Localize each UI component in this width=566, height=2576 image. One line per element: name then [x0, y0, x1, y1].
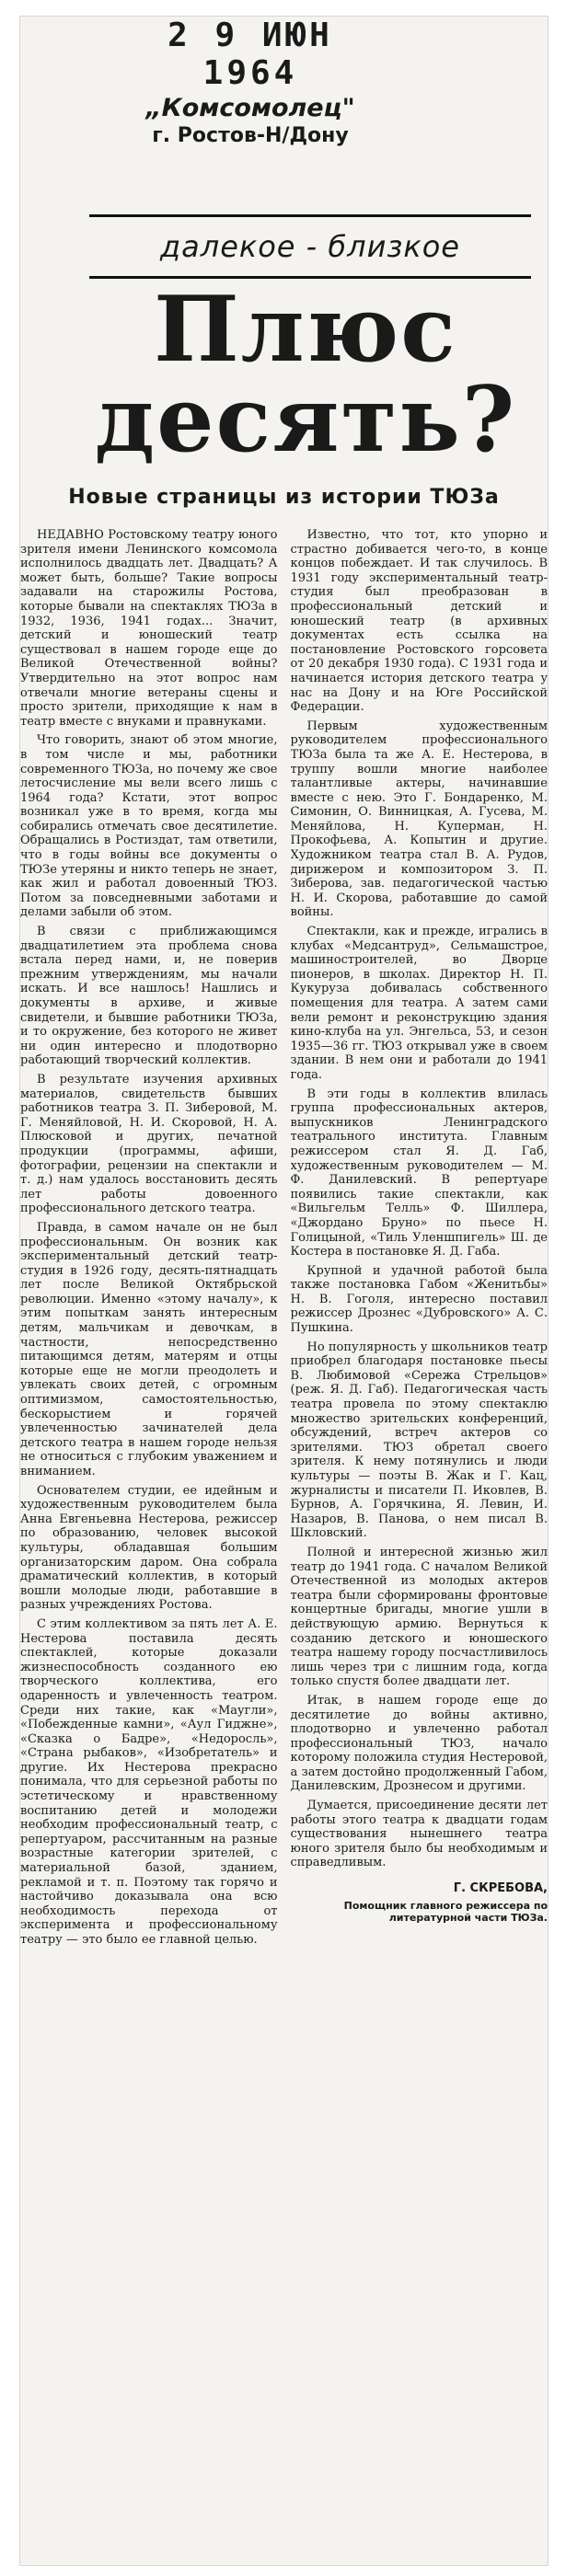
paragraph: Что говорить, знают об этом многие, в том числе и мы, работники современного ТЮЗа, но почему же свое летосчисление мы вели всего лишь с 1964 года? Кстати, этот вопрос возникал уже в то время, когда мы собирались отмечать свое десятилетие. Обращались в Ростиздат, там ответили, что в годы войны все документы о ТЮЗе утеряны и никто теперь не знает, как жил и работал довоенный ТЮЗ. Потом за повседневными заботами и делами забыли об этом.	[20, 733, 278, 920]
headline-line-2: десять?	[94, 367, 517, 473]
headline-line-1: Плюс	[154, 277, 457, 383]
column-left	[20, 528, 278, 2543]
subtitle: Новые страницы из истории ТЮЗа	[68, 486, 500, 509]
paragraph: Основателем студии, ее идейным и художественным руководителем была Анна Евгеньевна Нестерова, режиссер по образованию, человек высокой культуры, обладавшая большим организаторским даром. Она собрала драматический коллектив, в который вошли молодые люди, работавшие в разных учреждениях Ростова.	[20, 1483, 278, 1613]
author-role: Помощник главного режиссера по литературной части ТЮЗа.	[343, 1899, 548, 1924]
paragraph: В связи с приближающимся двадцатилетием эта проблема снова встала перед нами, и, не поверив прежним утверждениям, мы начали искать. И все нашлось! Нашлись и документы в архиве, и живые свидетели, и бывшие работники ТЮЗа, и то окружение, без которого не живет ни один интересно и плодотворно работающий творческий коллектив.	[20, 925, 278, 1068]
paragraph: Правда, в самом начале он не был профессиональным. Он возник как экспериментальный детский театр-студия в 1926 году, десять-пятнадцать лет после Великой Октябрьской революции. Именно «этому началу», к этим попыткам занять интересным детям, мальчикам и девочкам, в частности, непосредственно питающимся детям, матерям и отцы которые еще не могли преодолеть и увлекать своих детей, с огромным оптимизмом, самостоятельностью, бескорыстием и горячей увлеченностью зачинателей дела детского театра в нашем городе нельзя не относиться с глубоким уважением и вниманием.	[20, 1220, 278, 1478]
author-name: Г. СКРЕБОВА,	[453, 1881, 548, 1896]
headline	[75, 277, 536, 473]
paragraph: С этим коллективом за пять лет А. Е. Нестерова поставила десять спектаклей, которые доказали жизнеспособность созданного ею творческого коллектива, его одаренность и увлеченность театром. Среди них такие, как «Маугли», «Побежденные камни», «Аул Гиджне», «Сказка о Бадре», «Недоросль», «Страна рыбаков», «Изобретатель» и другие. Их Нестерова прекрасно понимала, что для серьезной работы по эстетическому и нравственному воспитанию детей и молодежи необходим профессиональный театр, с репертуаром, рассчитанным на разные возрастные категории зрителей, с материальной базой, зданием, рекламой и т. п. Поэтому так горячо и настойчиво доказывала она всю необходимость перехода от эксперимента и профессиональному театру — это было ее главной целью.	[20, 1616, 278, 1947]
column-right	[291, 528, 549, 2543]
paragraph: В результате изучения архивных материалов, свидетельств бывших работников театра З. П. Зиберовой, М. Г. Меняйловой, Н. И. Скоровой, Н. А. Плюсковой и других, печатной продукции (программы, афиши, фотографии, рецензии на спектакли и т. д.) нам удалось восстановить десять лет работы довоенного профессионального детского театра.	[20, 1072, 278, 1216]
paragraph: Но популярность у школьников театр приобрел благодаря постановке пьесы В. Любимовой «Сережа Стрельцов» (реж. Я. Д. Габ). Педагогическая часть театра провела по этому спектаклю множество зрительских конференций, обсуждений, встреч актеров со зрителями. ТЮЗ обретал своего зрителя. К нему потянулись и люди культуры — поэты В. Жак и Г. Кац, журналисты и писатели П. Иковлев, В. Бурнов, А. Горячкина, Я. Левин, И. Назаров, В. Панова, о нем писал В. Шкловский.	[290, 1340, 548, 1541]
stamp-newspaper: „Комсомолец"	[145, 94, 355, 122]
paragraph: Спектакли, как и прежде, игрались в клубах «Медсантруд», Сельмашстрое, машиностроителей, во Дворце пионеров, в школах. Директор Н. П. Кукуруза добивалась собственного помещения для театра. А затем сами вели ремонт и реконструкцию здания кино-клуба на ул. Энгельса, 53, и сезон 1935—36 гг. ТЮЗ открывал уже в своем здании. В нем они и работали до 1941 года.	[290, 925, 548, 1082]
paragraph: Крупной и удачной работой была также постановка Габом «Женитьбы» Н. В. Гоголя, интересно поставил режиссер Дрознес «Дубровского» А. С. Пушкина.	[290, 1263, 548, 1336]
article-body	[20, 528, 548, 2543]
rubric-banner: далекое - близкое	[89, 214, 531, 279]
paragraph: Первым художественным руководителем профессионального ТЮЗа была та же А. Е. Нестерова, в труппу вошли многие наиболее талантливые актеры, начинавшие вместе с нею. Это Г. Бондаренко, М. Симонин, О. Винницкая, А. Гусева, М. Меняйлова, Н. Куперман, Н. Прокофьева, А. Копытин и другие. Художником театра стал В. А. Рудов, дирижером и композитором З. П. Зиберова, зав. педагогической частью Н. И. Скорова, работавшие до самой войны.	[290, 719, 548, 920]
paragraph: Думается, присоединение десяти лет работы этого театра к двадцати годам существования нынешнего театра юного зрителя было бы необходимым и справедливым.	[290, 1799, 548, 1870]
author-signature	[291, 1881, 549, 1924]
paragraph: Полной и интересной жизнью жил театр до 1941 года. С началом Великой Отечественной из молодых актеров театра были сформированы фронтовые концертные бригады, многие ушли в действующую армию. Вернуться к созданию детского и юношеского театра нашему городу посчастливилось лишь через три с лишним года, когда только спустя более двадцати лет.	[290, 1545, 548, 1689]
paragraph: Итак, в нашем городе еще до десятилетие до войны активно, плодотворно и увлеченно работал профессиональный ТЮЗ, начало которому положила студия Нестеровой, а затем достойно продолженный Габом, Данилевским, Дрознесом и другими.	[290, 1693, 548, 1794]
stamp-date: 2 9 ИЮН 1964	[167, 17, 333, 92]
paragraph: Известно, что тот, кто упорно и страстно добивается чего-то, в конце концов побеждает. И так случилось. В 1931 году экспериментальный театр-студия был преобразован в профессиональный детский и юношеский театр (в архивных документах есть ссылка на постановление Ростовского горсовета от 20 декабря 1930 года). С 1931 года и начинается история детского театра у нас на Дону и на Юге Российской Федерации.	[290, 528, 548, 715]
archive-stamp	[112, 17, 388, 147]
paragraph: В эти годы в коллектив влилась группа профессиональных актеров, выпускников Ленинградского театрального института. Главным режиссером стал Я. Д. Габ, художественным руководителем — М. Ф. Данилевский. В репертуаре появились такие спектакли, как «Вильгельм Телль» Ф. Шиллера, «Джордано Бруно» по пьесе Н. Голицыной, «Тиль Уленшпигель» Ш. де Костера в постановке Я. Д. Габа.	[290, 1087, 548, 1259]
newspaper-clipping	[20, 17, 548, 2565]
stamp-city: г. Ростов-Н/Дону	[152, 124, 349, 147]
paragraph: НЕДАВНО Ростовскому театру юного зрителя имени Ленинского комсомола исполнилось двадцать лет. Двадцать? А может быть, больше? Такие вопросы задавали на старожилы Ростова, которые бывали на спектаклях ТЮЗа в 1932, 1936, 1941 годах... Значит, детский и юношеский театр существовал в нашем городе еще до Великой Отечественной войны? Утвердительно на этот вопрос нам отвечали многие ветераны сцены и просто зрители, приходящие к нам в театр вместе с внуками и правнуками.	[20, 528, 278, 729]
